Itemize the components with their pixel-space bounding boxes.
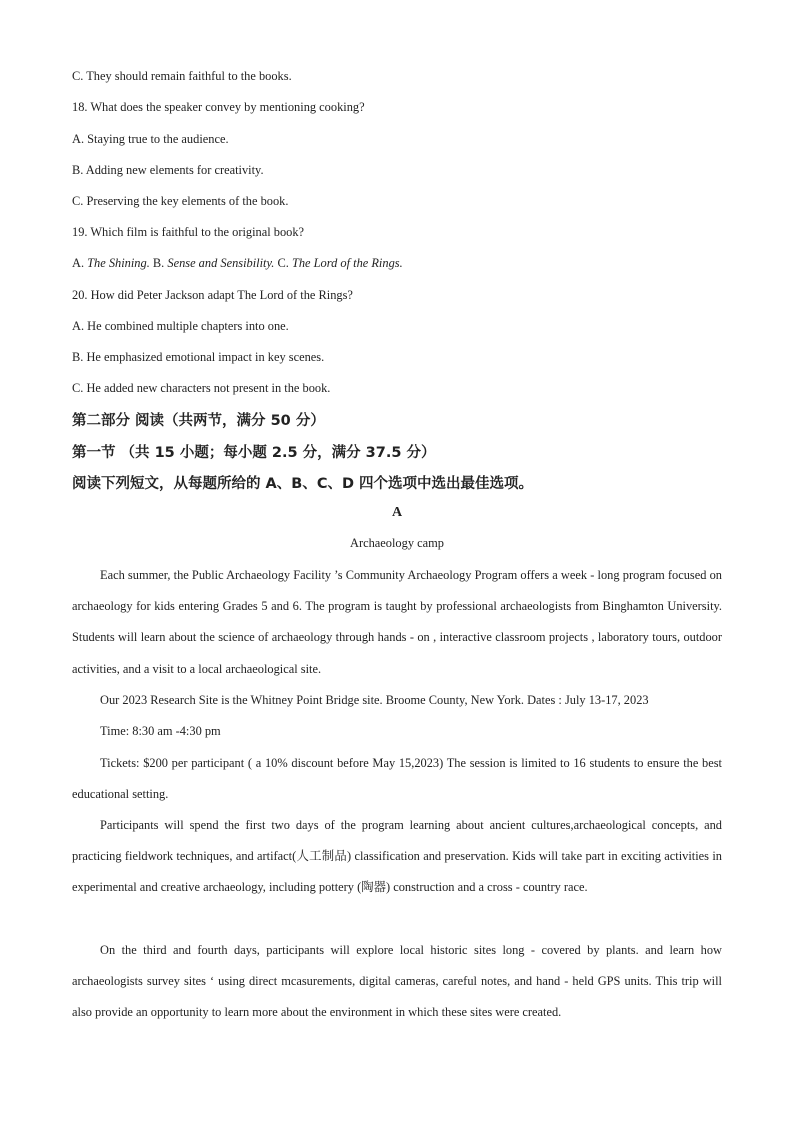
q18-option-c: C. Preserving the key elements of the book.	[72, 194, 289, 208]
paragraph-site: Our 2023 Research Site is the Whitney Point Bridge site. Broome County, New York. Dates : July 13-17, 2023	[100, 693, 649, 707]
paragraph-first-days: Participants will spend the first two days of the program learning about ancient cultures,archaeological concepts, and practicing fieldwork techniques, and artifact(人工制品) classification and preservation. Kids will take part in exciting activities in experimental and creative archaeology, including pottery (陶器) construction and a cross - country race.	[72, 818, 722, 895]
part2-heading: 第二部分 阅读（共两节，满分 50 分）	[72, 413, 325, 429]
reading-instruction: 阅读下列短文，从每题所给的 A、B、C、D 四个选项中选出最佳选项。	[72, 476, 534, 492]
q20-option-b: B. He emphasized emotional impact in key scenes.	[72, 350, 325, 364]
q20-option-a: A. He combined multiple chapters into one.	[72, 319, 289, 333]
q18-option-b: B. Adding new elements for creativity.	[72, 163, 264, 177]
q20-option-c: C. He added new characters not present in the book.	[72, 381, 331, 395]
paragraph-tickets: Tickets: $200 per participant ( a 10% discount before May 15,2023) The session is limited to 16 students to ensure the best educational setting.	[72, 756, 722, 802]
paragraph-intro: Each summer, the Public Archaeology Facility ’s Community Archaeology Program offers a week - long program focused on archaeology for kids entering Grades 5 and 6. The program is taught by professional archaeologists from Binghamton University. Students will learn about the science of archaeology through hands - on , interactive classroom projects , laboratory tours, outdoor activities, and a visit to a local archaeological site.	[72, 568, 722, 676]
paragraph-third-fourth-days: On the third and fourth days, participants will explore local historic sites long - covered by plants. and learn how archaeologists survey sites ‘ using direct mcasurements, digital cameras, careful notes, and hand - held GPS units. This trip will also provide an opportunity to learn more about the environment in which these sites were created.	[72, 943, 722, 1020]
q18-option-a: A. Staying true to the audience.	[72, 132, 229, 146]
q19-option-c-title: The Lord of the Rings.	[291, 256, 403, 270]
q19-option-c-prefix: C.	[274, 256, 292, 270]
q19-option-a-title: The Shining.	[87, 256, 150, 270]
section1-heading: 第一节 （共 15 小题；每小题 2.5 分，满分 37.5 分）	[72, 445, 436, 461]
question-19: 19. Which film is faithful to the original book?	[72, 225, 305, 239]
passage-letter: A	[391, 505, 403, 520]
paragraph-time: Time: 8:30 am -4:30 pm	[100, 724, 221, 738]
q19-options	[72, 255, 724, 271]
q17-option-c: C. They should remain faithful to the books.	[72, 69, 292, 83]
q19-option-b-title: Sense and Sensibility.	[167, 256, 275, 270]
passage-title: Archaeology camp	[350, 536, 444, 550]
q19-option-b-prefix: B.	[149, 256, 168, 270]
question-20: 20. How did Peter Jackson adapt The Lord of the Rings?	[72, 288, 353, 302]
question-18: 18. What does the speaker convey by mentioning cooking?	[72, 100, 365, 114]
q19-option-a-prefix: A.	[72, 256, 88, 270]
